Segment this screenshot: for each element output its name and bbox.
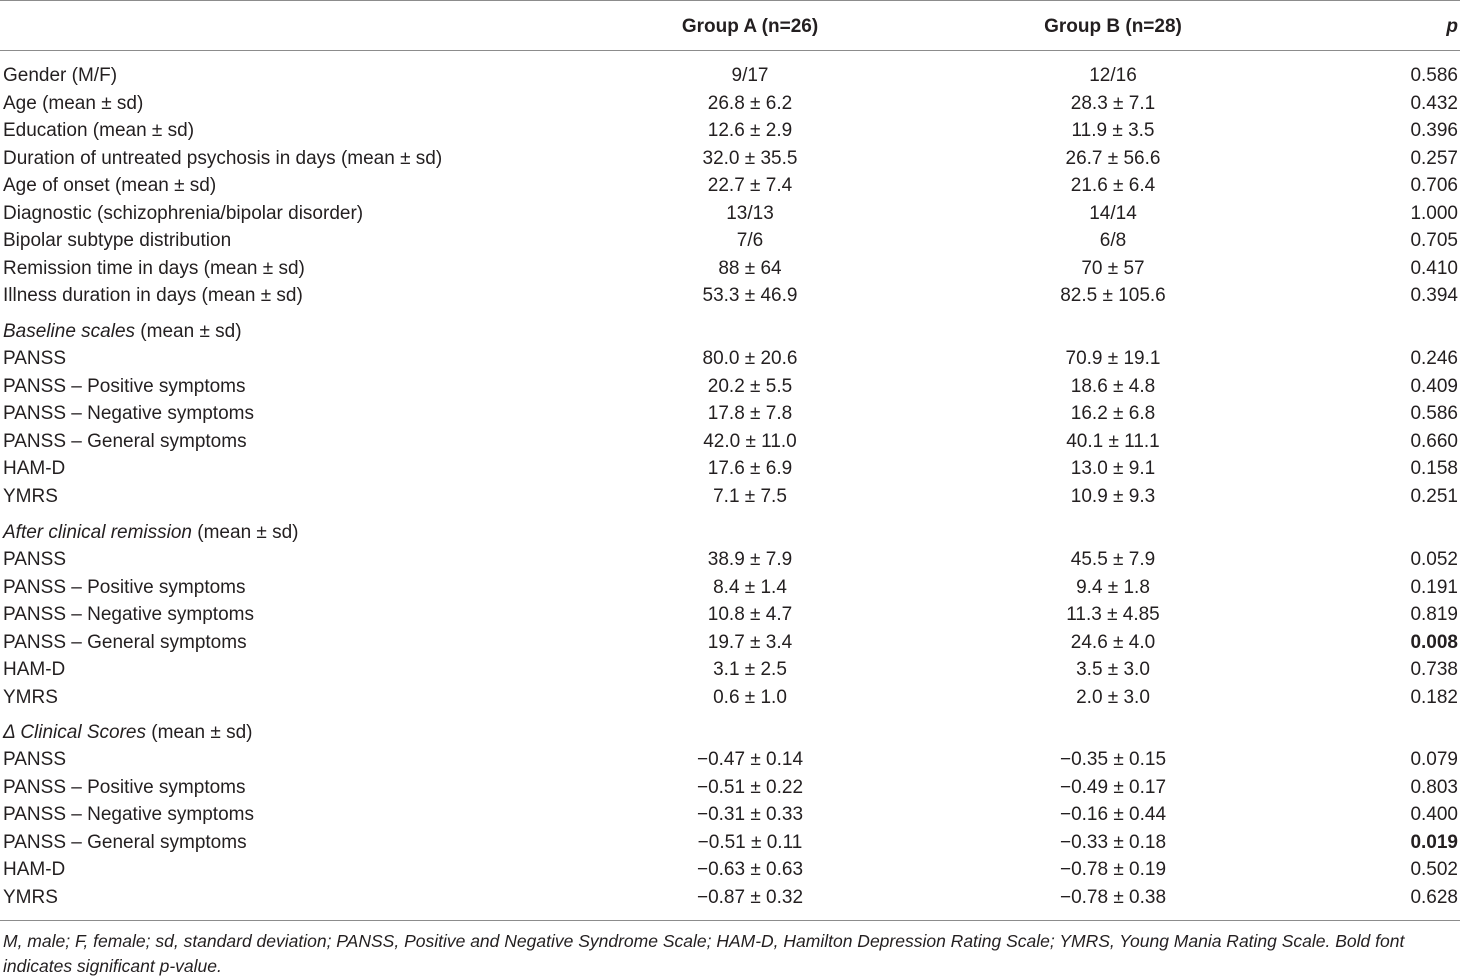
table-row [0,200,1460,228]
table-row [0,629,1460,657]
p-value: 0.705 [1410,230,1458,251]
p-value: 0.019 [1410,831,1458,853]
table-row [0,774,1460,802]
group-a-value: 13/13 [726,202,774,224]
group-a-value: 7.1 ± 7.5 [713,485,787,507]
row-label: PANSS – Positive symptoms [3,576,246,598]
table-footnote: M, male; F, female; sd, standard deviation; PANSS, Positive and Negative Syndrome Scale; HAM-D, Hamilton Depression Rating Scale; YMRS, Young Mania Rating Scale. Bold font indicates significant p-value. [3,931,1405,976]
row-label: PANSS [3,348,67,369]
table-row [0,428,1460,456]
group-a-value: −0.63 ± 0.63 [696,859,804,880]
group-b-value: 10.9 ± 9.3 [1070,485,1156,507]
group-b-value: 14/14 [1089,202,1137,224]
p-value: 0.246 [1410,348,1458,369]
p-value: 0.191 [1410,576,1458,598]
p-value: 1.000 [1410,202,1458,224]
group-a-value: 80.0 ± 20.6 [702,348,798,369]
group-b-value: 9.4 ± 1.8 [1076,576,1150,598]
group-b-value: 3.5 ± 3.0 [1076,659,1150,680]
p-value: 0.738 [1410,659,1458,680]
group-a-value: −0.31 ± 0.33 [696,804,804,825]
group-a-value: 7/6 [736,230,764,251]
table-row [0,62,1460,90]
section-title-rest: (mean ± sd) [135,321,242,342]
group-a-value: 9/17 [731,65,769,86]
p-value: 0.819 [1410,604,1458,625]
p-value: 0.410 [1410,257,1458,279]
group-a-value: 53.3 ± 46.9 [702,285,798,306]
p-value: 0.158 [1410,458,1458,479]
p-value: 0.628 [1410,886,1458,908]
table-row [0,455,1460,483]
row-label: PANSS – Negative symptoms [3,604,254,625]
row-label: Duration of untreated psychosis in days (mean ± sd) [3,147,443,169]
section-baseline [0,318,1460,346]
group-b-value: 40.1 ± 11.1 [1066,430,1160,452]
section-title [3,318,242,346]
group-a-value: 32.0 ± 35.5 [702,147,798,169]
group-a-value: 19.7 ± 3.4 [707,631,793,653]
p-value: 0.008 [1410,631,1458,653]
group-a-value: −0.51 ± 0.11 [697,831,803,853]
table-top-rule [0,0,1460,1]
section-title [3,519,299,547]
table-bottom-rule [0,920,1460,921]
row-label: HAM-D [3,659,66,680]
p-value: 0.394 [1410,285,1458,306]
table-row [0,483,1460,511]
row-label: PANSS – Positive symptoms [3,776,246,798]
row-label: Gender (M/F) [3,65,118,86]
p-value: 0.251 [1410,485,1458,507]
group-a-value: 17.6 ± 6.9 [707,458,793,479]
group-a-value: 38.9 ± 7.9 [707,549,793,570]
row-label: PANSS – General symptoms [3,430,247,452]
group-b-value: 70.9 ± 19.1 [1065,348,1161,369]
table-row [0,400,1460,428]
row-label: YMRS [3,886,58,908]
table-row [0,227,1460,255]
table-row [0,574,1460,602]
table-row [0,856,1460,884]
table-row [0,90,1460,118]
table-row [0,601,1460,629]
group-b-value: 70 ± 57 [1081,257,1145,279]
row-label: Bipolar subtype distribution [3,230,232,251]
section-title-italic: After clinical remission [3,522,192,543]
p-value: 0.400 [1410,804,1458,825]
group-b-value: −0.49 ± 0.17 [1059,776,1167,798]
section-title-italic: Baseline scales [3,321,136,342]
group-a-value: −0.47 ± 0.14 [696,749,804,770]
p-value: 0.079 [1410,749,1458,770]
p-value: 0.502 [1410,859,1458,880]
row-label: HAM-D [3,859,66,880]
p-value: 0.052 [1410,549,1458,570]
row-label: HAM-D [3,458,66,479]
group-a-value: 0.6 ± 1.0 [713,686,787,708]
group-a-value: 22.7 ± 7.4 [707,175,793,196]
row-label: PANSS [3,549,67,570]
row-label: Education (mean ± sd) [3,120,195,141]
group-a-value: 10.8 ± 4.7 [707,604,793,625]
row-label: YMRS [3,686,58,708]
group-a-value: −0.51 ± 0.22 [696,776,804,798]
group-b-value: 11.3 ± 4.85 [1066,604,1160,625]
row-label: PANSS [3,749,67,770]
row-label: PANSS – Negative symptoms [3,403,254,424]
table-row [0,117,1460,145]
group-b-value: 12/16 [1089,65,1137,86]
row-label: YMRS [3,485,58,507]
group-b-value: 82.5 ± 105.6 [1060,285,1166,306]
group-b-value: 28.3 ± 7.1 [1070,92,1156,114]
p-value: 0.409 [1410,375,1458,397]
section-remission [0,519,1460,547]
section-title [3,719,253,747]
table-row [0,255,1460,283]
group-b-value: −0.78 ± 0.38 [1059,886,1167,908]
group-b-value: 26.7 ± 56.6 [1065,147,1161,169]
p-value: 0.396 [1410,120,1458,141]
row-label: Diagnostic (schizophrenia/bipolar disorder) [3,202,364,224]
row-label: Age (mean ± sd) [3,92,144,114]
group-a-value: 26.8 ± 6.2 [707,92,793,114]
group-b-value: 13.0 ± 9.1 [1070,458,1156,479]
table-row [0,546,1460,574]
p-value: 0.586 [1410,65,1458,86]
row-label: PANSS – Positive symptoms [3,375,246,397]
row-label: Illness duration in days (mean ± sd) [3,285,303,306]
group-a-value: −0.87 ± 0.32 [696,886,804,908]
group-b-value: 2.0 ± 3.0 [1076,686,1150,708]
p-value: 0.182 [1410,686,1458,708]
table-row [0,145,1460,173]
group-a-value: 8.4 ± 1.4 [713,576,787,598]
row-label: PANSS – General symptoms [3,831,247,853]
row-label: Age of onset (mean ± sd) [3,175,217,196]
section-title-italic: Δ Clinical Scores [3,722,146,743]
table-row [0,656,1460,684]
header-group-b: Group B (n=28) [1044,16,1182,37]
group-a-value: 20.2 ± 5.5 [707,375,793,397]
row-label: Remission time in days (mean ± sd) [3,257,305,279]
group-a-value: 12.6 ± 2.9 [707,120,793,141]
section-delta [0,719,1460,747]
header-group-a: Group A (n=26) [681,16,819,37]
p-value: 0.257 [1410,147,1458,169]
table-header [0,13,1460,41]
header-rule [0,50,1460,51]
table-row [0,829,1460,857]
group-b-value: 6/8 [1099,230,1127,251]
p-value: 0.586 [1410,403,1458,424]
table-row [0,282,1460,310]
group-b-value: 24.6 ± 4.0 [1070,631,1156,653]
section-title-rest: (mean ± sd) [145,722,253,743]
p-value: 0.803 [1410,776,1458,798]
group-a-value: 88 ± 64 [718,257,782,279]
group-b-value: 11.9 ± 3.5 [1071,120,1155,141]
section-title-rest: (mean ± sd) [192,522,299,543]
group-b-value: 21.6 ± 6.4 [1070,175,1156,196]
group-b-value: 16.2 ± 6.8 [1070,403,1156,424]
group-b-value: −0.35 ± 0.15 [1059,749,1167,770]
group-b-value: 45.5 ± 7.9 [1070,549,1156,570]
table-row [0,801,1460,829]
group-b-value: −0.78 ± 0.19 [1059,859,1167,880]
row-label: PANSS – General symptoms [3,631,247,653]
group-b-value: −0.33 ± 0.18 [1059,831,1167,853]
table-row [0,345,1460,373]
group-b-value: −0.16 ± 0.44 [1059,804,1167,825]
table-row [0,373,1460,401]
group-a-value: 17.8 ± 7.8 [707,403,793,424]
table-row [0,684,1460,712]
p-value: 0.660 [1410,430,1458,452]
table-row [0,884,1460,912]
table-row [0,746,1460,774]
table-row [0,172,1460,200]
row-label: PANSS – Negative symptoms [3,804,254,825]
group-b-value: 18.6 ± 4.8 [1070,375,1156,397]
header-p: p [1446,16,1458,37]
p-value: 0.432 [1410,92,1458,114]
group-a-value: 42.0 ± 11.0 [703,430,797,452]
p-value: 0.706 [1410,175,1458,196]
group-a-value: 3.1 ± 2.5 [713,659,787,680]
